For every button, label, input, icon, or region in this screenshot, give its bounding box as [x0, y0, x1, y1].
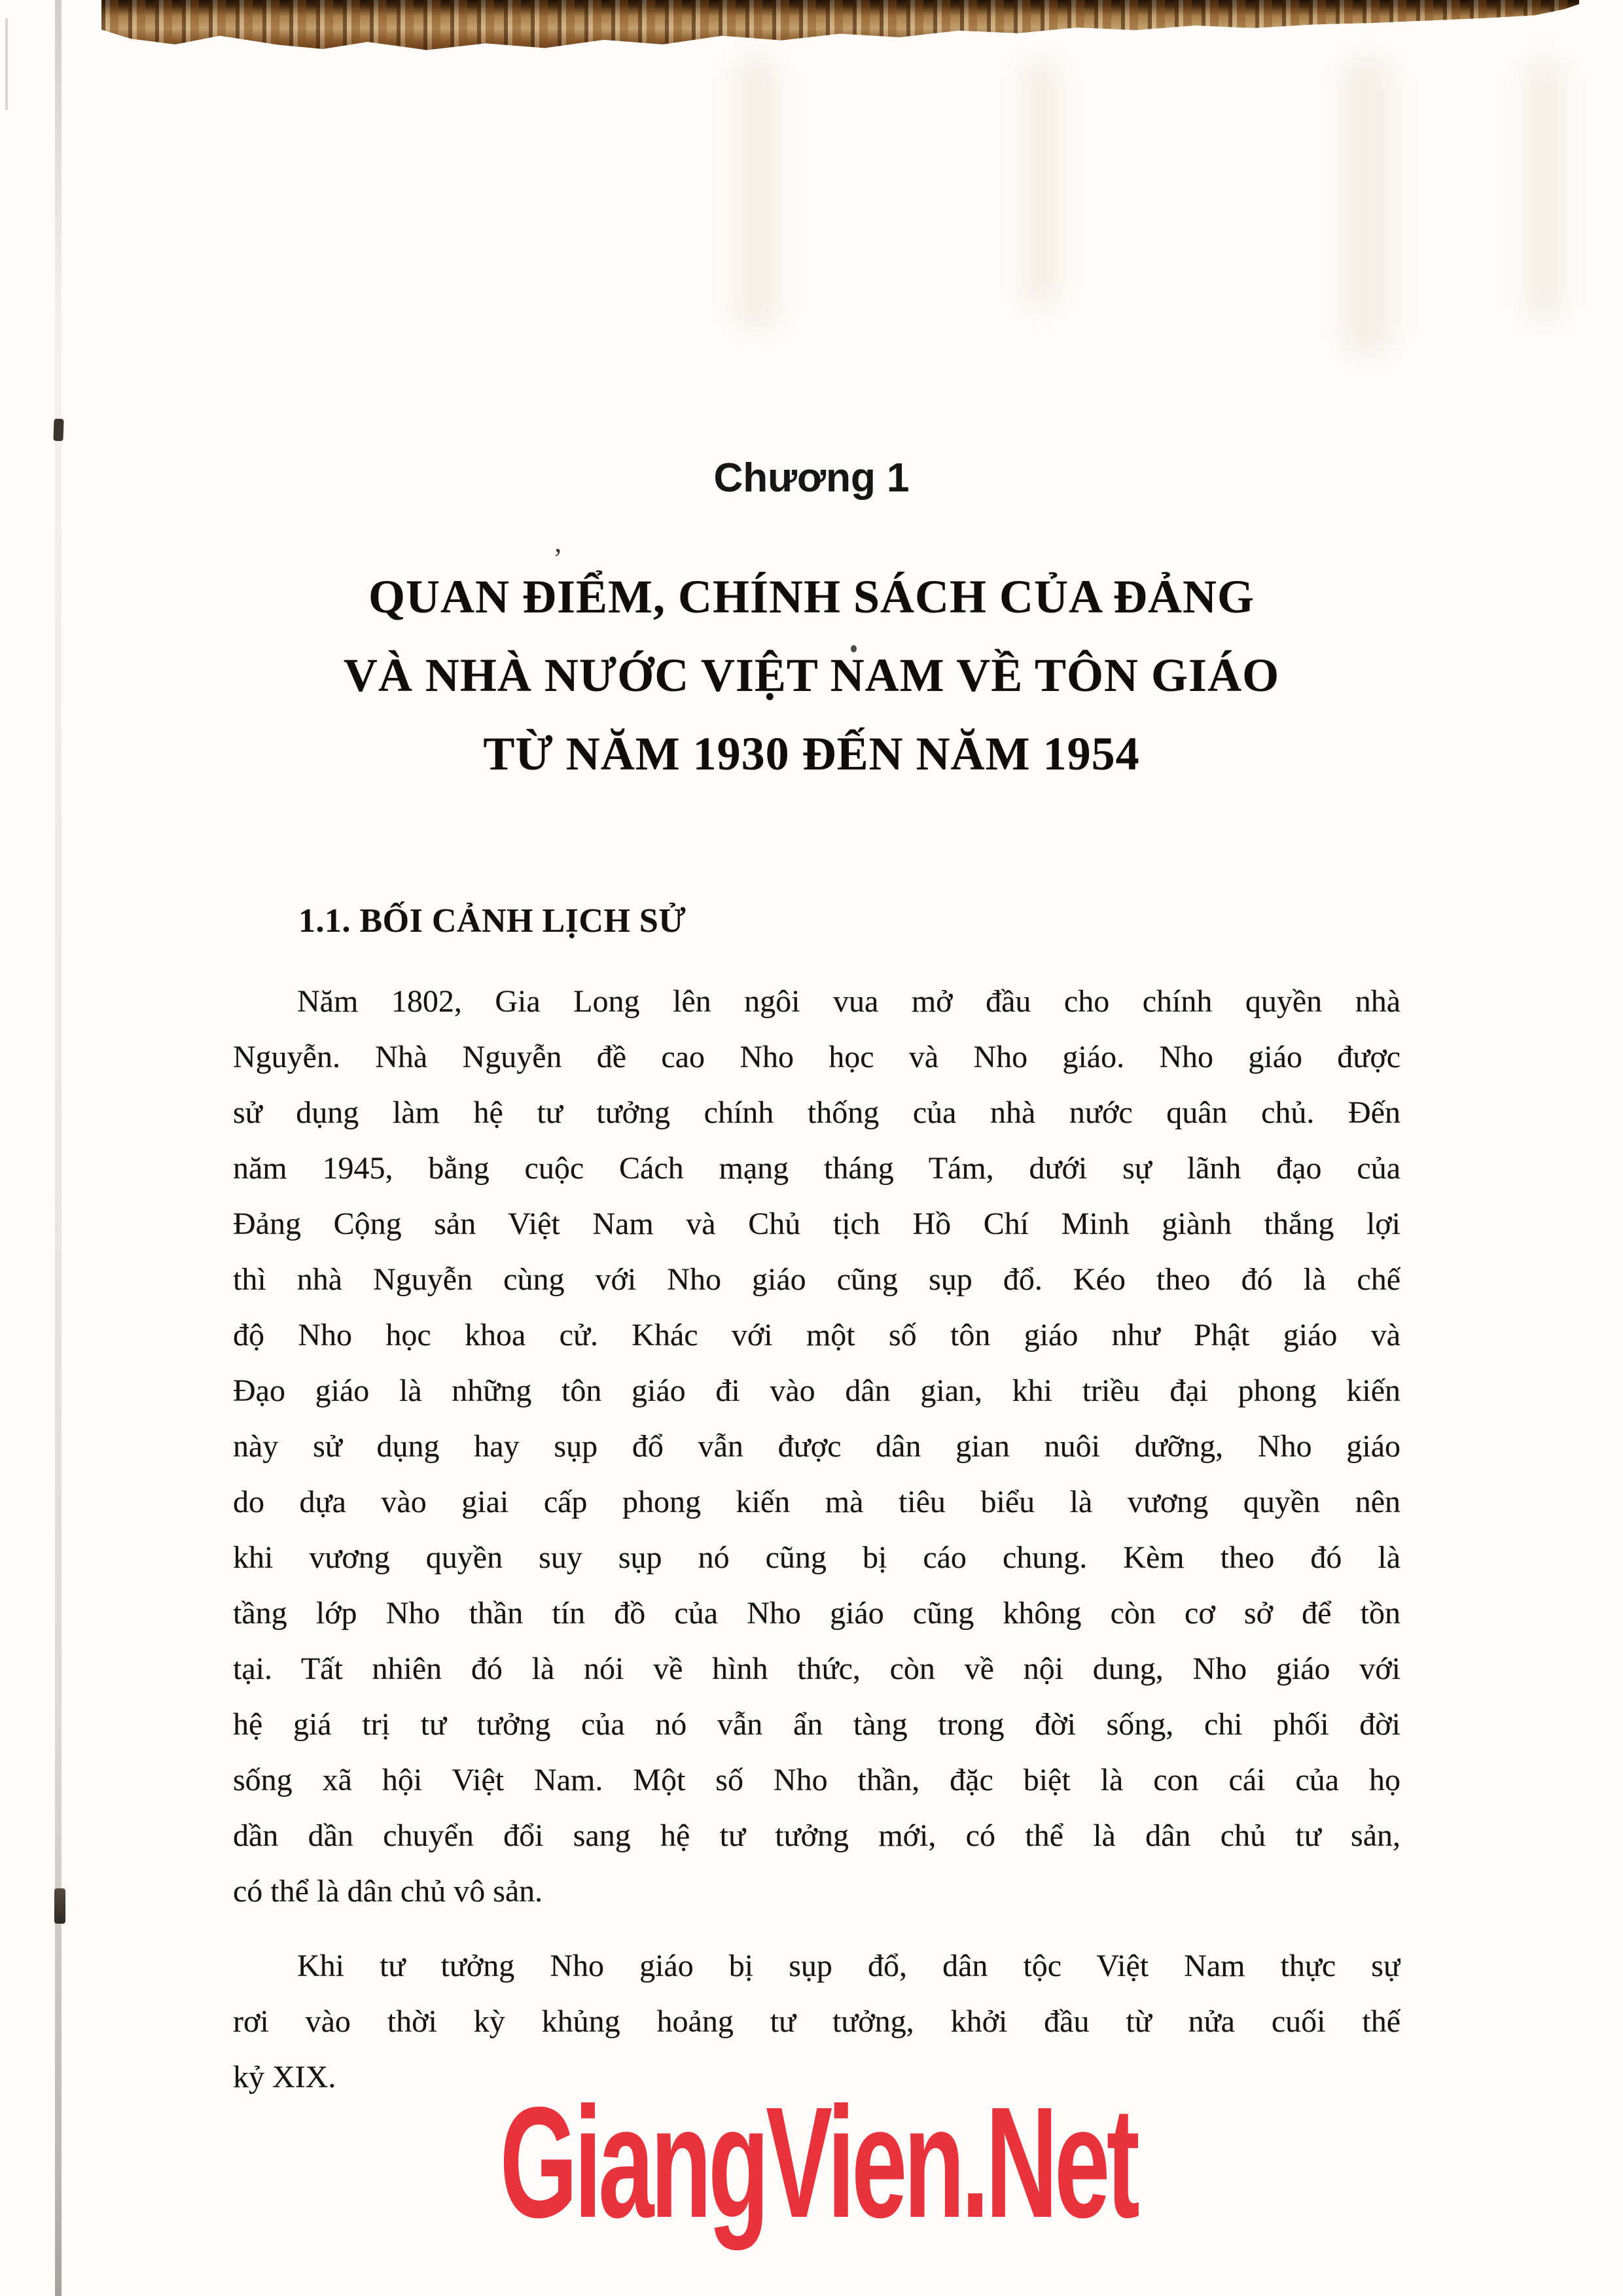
stray-mark: ’: [553, 542, 563, 574]
book-page-edge-band: [101, 0, 1579, 51]
scan-edge-line: [5, 18, 8, 110]
scan-bleed-streak: [1021, 59, 1060, 308]
watermark-text: GiangVien.Net: [499, 2074, 1137, 2252]
body-line: này sử dụng hay sụp đổ vẫn được dân gian nuôi dưỡng, Nho giáo: [233, 1429, 1400, 1464]
scan-bleed-streak: [733, 56, 779, 330]
body-line: sống xã hội Việt Nam. Một số Nho thần, đặc biệt là con cái của họ: [233, 1763, 1400, 1797]
body-line: do dựa vào giai cấp phong kiến mà tiêu biểu là vương quyền nên: [233, 1485, 1400, 1519]
paragraph: [233, 974, 1400, 1919]
body-line: Đạo giáo là những tôn giáo đi vào dân gian, khi triều đại phong kiến: [233, 1373, 1400, 1408]
body-line: Đảng Cộng sản Việt Nam và Chủ tịch Hồ Chí Minh giành thắng lợi: [233, 1207, 1400, 1241]
title-line: TỪ NĂM 1930 ĐẾN NĂM 1954: [483, 728, 1140, 780]
body-line: kỷ XIX.: [233, 2060, 336, 2094]
ink-smudge: [54, 1888, 65, 1924]
body-line: Nguyễn. Nhà Nguyễn đề cao Nho học và Nho giáo. Nho giáo được: [233, 1040, 1400, 1074]
body-line: có thể là dân chủ vô sản.: [233, 1874, 543, 1909]
title-line: QUAN ĐIỂM, CHÍNH SÁCH CỦA ĐẢNG: [368, 571, 1255, 623]
body-line: thì nhà Nguyễn cùng với Nho giáo cũng sụp đổ. Kéo theo đó là chế: [233, 1262, 1400, 1297]
body-line: năm 1945, bằng cuộc Cách mạng tháng Tám, dưới sự lãnh đạo của: [233, 1151, 1400, 1186]
body-line: tại. Tất nhiên đó là nói về hình thức, còn về nội dung, Nho giáo với: [233, 1651, 1400, 1686]
body-line: tầng lớp Nho thần tín đồ của Nho giáo cũng không còn cơ sở để tồn: [233, 1596, 1400, 1631]
body-line: Năm 1802, Gia Long lên ngôi vua mở đầu cho chính quyền nhà: [297, 984, 1400, 1019]
chapter-title: [0, 557, 1623, 793]
body-line: rơi vào thời kỳ khủng hoảng tư tưởng, khởi đầu từ nửa cuối thế: [233, 2004, 1400, 2039]
spine-shadow-line: [55, 0, 62, 2296]
body-line: Khi tư tưởng Nho giáo bị sụp đổ, dân tộc Việt Nam thực sự: [297, 1949, 1400, 1983]
body-line: dần dần chuyển đổi sang hệ tư tưởng mới, có thể là dân chủ tư sản,: [233, 1818, 1400, 1853]
body-line: sử dụng làm hệ tư tưởng chính thống của nhà nước quân chủ. Đến: [233, 1095, 1400, 1130]
body-line: hệ giá trị tư tưởng của nó vẫn ẩn tàng trong đời sống, chi phối đời: [233, 1707, 1400, 1742]
ink-smudge: [53, 419, 63, 442]
body-line: độ Nho học khoa cử. Khác với một số tôn giáo như Phật giáo và: [233, 1318, 1400, 1352]
scan-bleed-streak: [1525, 59, 1564, 321]
scan-bleed-streak: [1342, 56, 1394, 357]
chapter-label: Chương 1: [713, 455, 910, 501]
body-line: khi vương quyền suy sụp nó cũng bị cáo chung. Kèm theo đó là: [233, 1540, 1400, 1575]
title-line: VÀ NHÀ NƯỚC VIỆT NAM VỀ TÔN GIÁO: [343, 649, 1280, 701]
section-heading: 1.1. BỐI CẢNH LỊCH SỬ: [298, 902, 687, 940]
